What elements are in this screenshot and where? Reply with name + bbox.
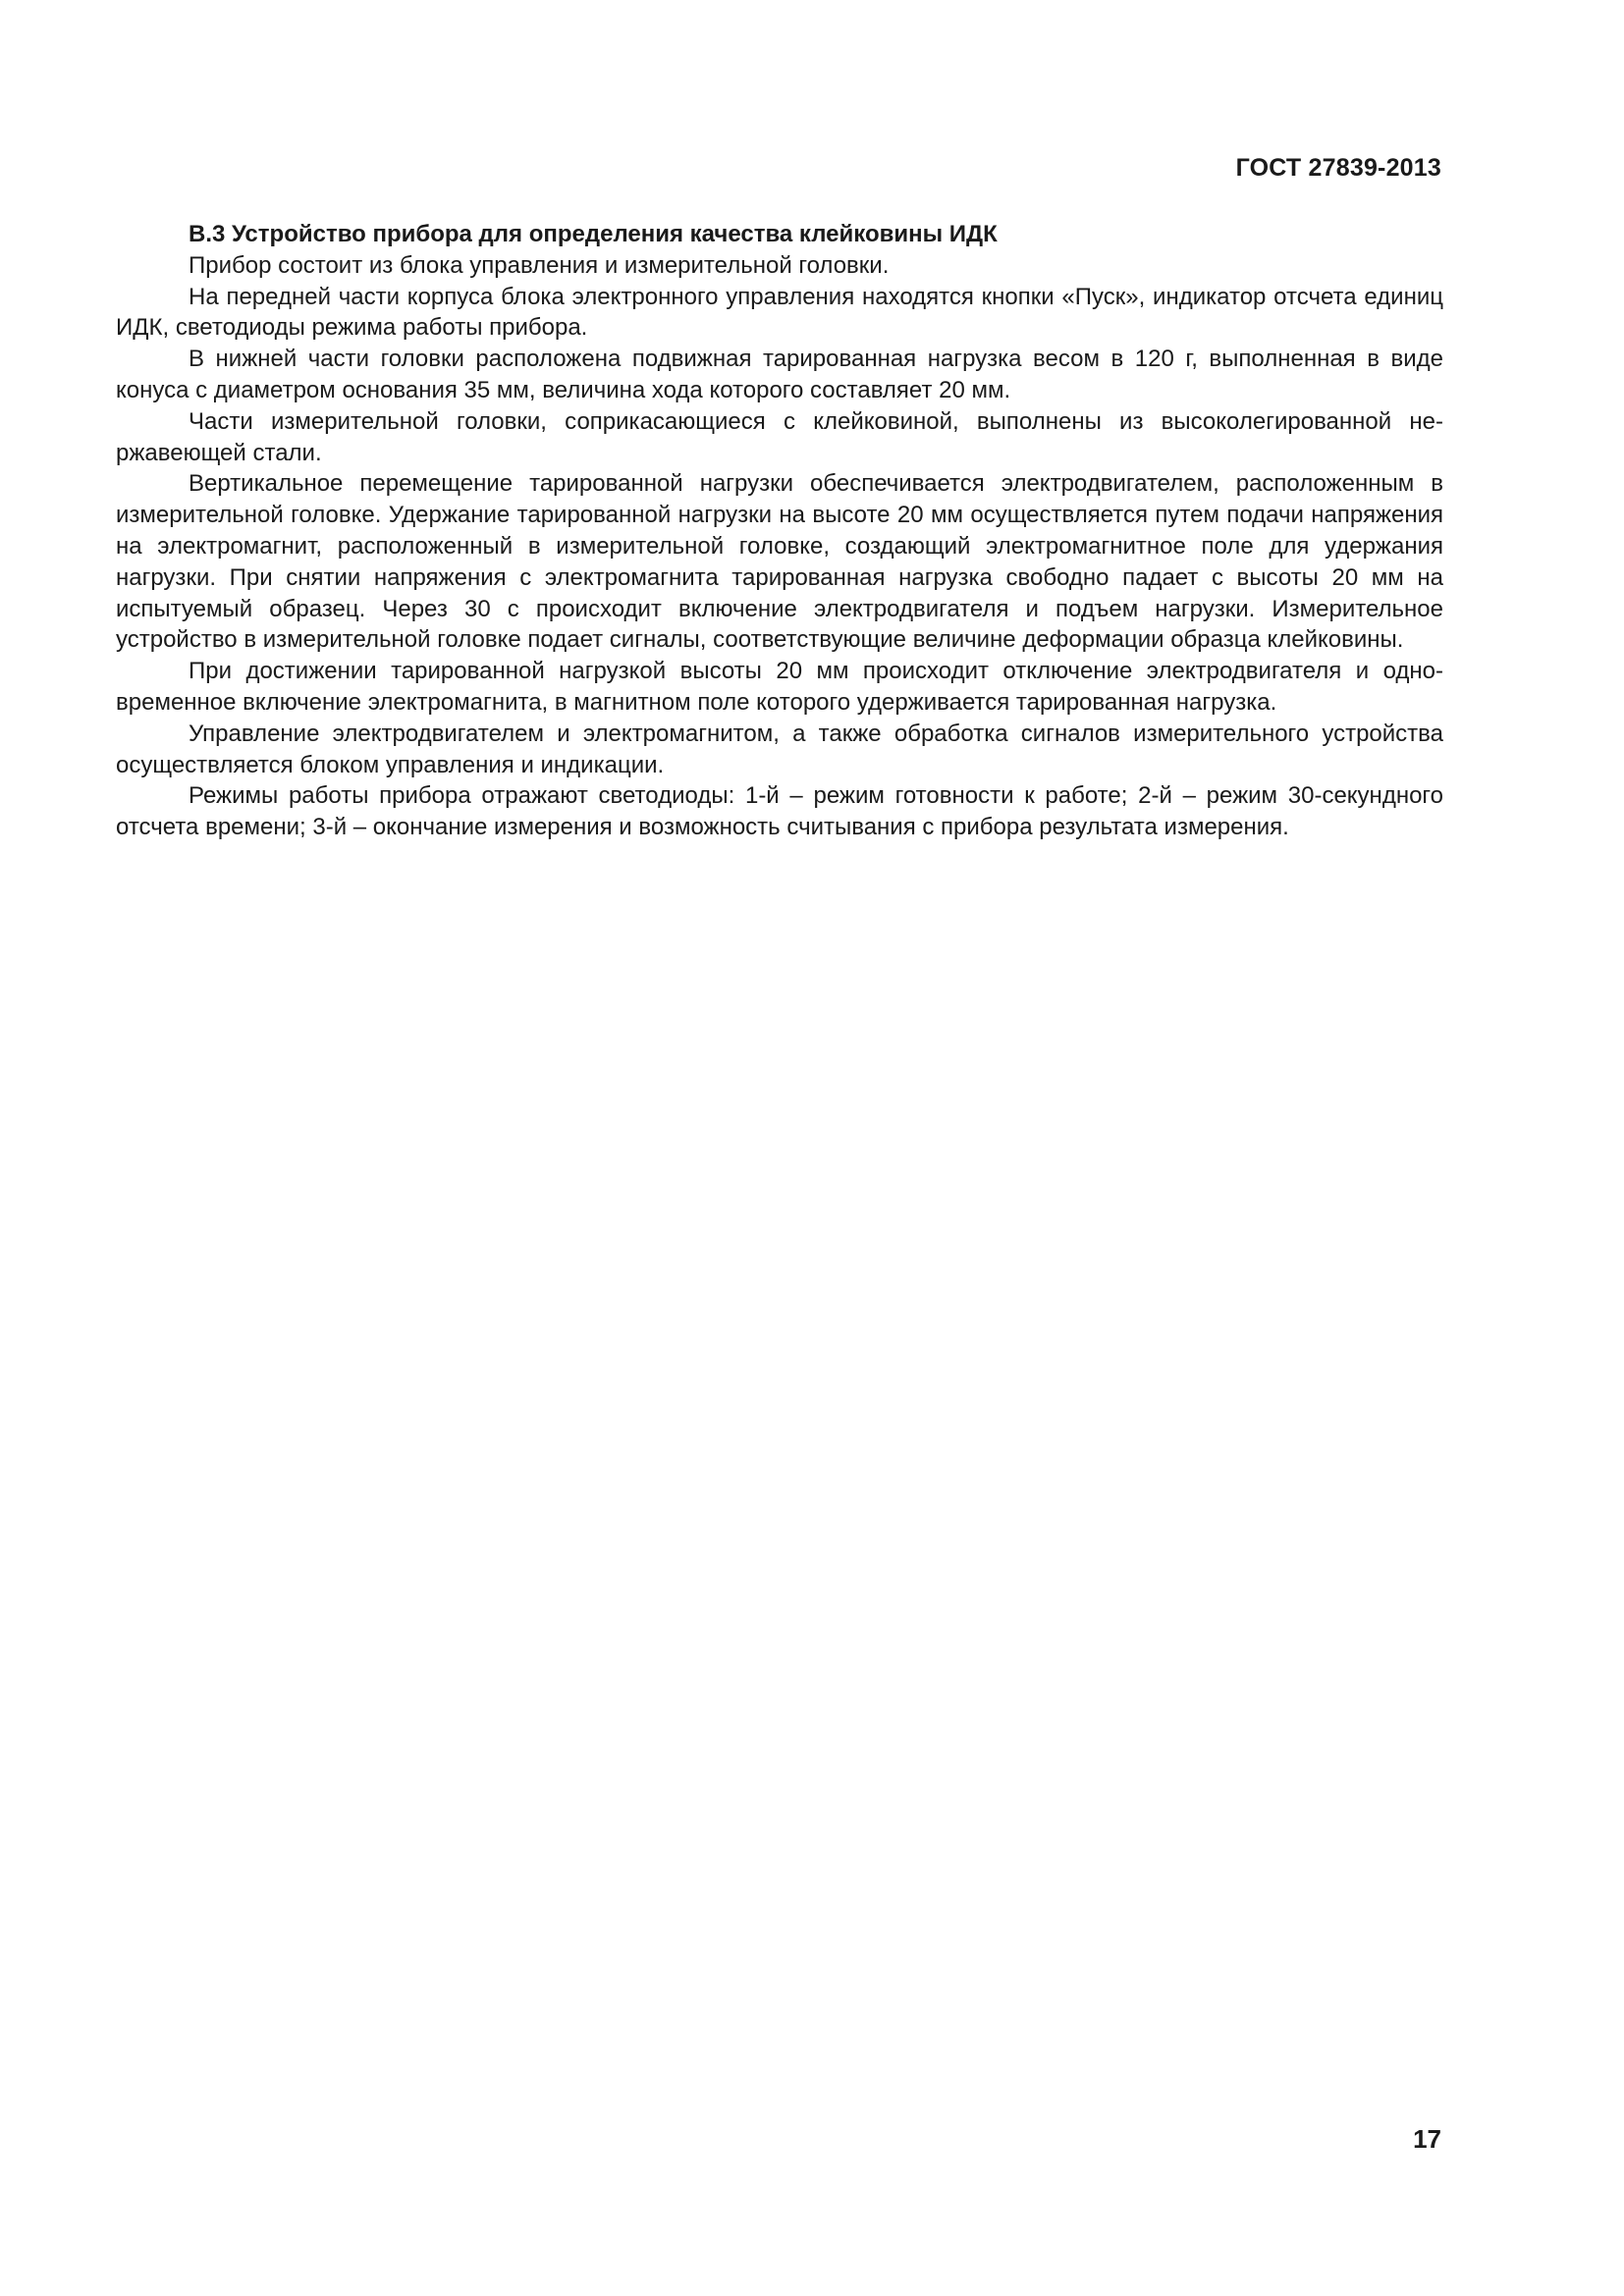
paragraph: На передней части корпуса блока электронного управления находятся кнопки «Пуск», индикатор отсчета единиц ИДК, светодиоды режима работы прибора. bbox=[116, 283, 1443, 342]
paragraph: При достижении тарированной нагрузкой высоты 20 мм происходит отключение электродвигателя и одновременное включение электромагнита, в магнитном поле которого удерживается тарированная нагрузка. bbox=[116, 658, 1443, 716]
document-body bbox=[116, 219, 1443, 843]
paragraph: Прибор состоит из блока управления и измерительной головки. bbox=[189, 251, 890, 279]
section-title: В.3 Устройство прибора для определения качества клейковины ИДК bbox=[189, 221, 998, 247]
paragraph: Управление электродвигателем и электромагнитом, а также обработка сигналов измерительного устройства осуществляется блоком управления и индикации. bbox=[116, 720, 1443, 778]
paragraph: В нижней части головки расположена подвижная тарированная нагрузка весом в 120 г, выполненная в виде конуса с диаметром основания 35 мм, величина хода которого составляет 20 мм. bbox=[116, 346, 1443, 403]
paragraph: Части измерительной головки, соприкасающиеся с клейковиной, выполнены из высоколегированной нержавеющей стали. bbox=[116, 407, 1443, 466]
paragraph: Режимы работы прибора отражают светодиоды: 1-й – режим готовности к работе; 2-й – режим 30-секундного отсчета времени; 3-й – окончание измерения и возможность считывания с прибора результата измерения. bbox=[116, 782, 1443, 841]
document-code: ГОСТ 27839-2013 bbox=[1235, 154, 1441, 182]
page-number: 17 bbox=[1413, 2124, 1441, 2154]
paragraph: Вертикальное перемещение тарированной нагрузки обеспечивается электродвигателем, расположенным в измерительной головке. Удержание тарированной нагрузки на высоте 20 мм осуществляется путем подачи напряжения на электромагнит, расположенный в измерительной головке, создающий электромагнитное поле для удержания нагрузки. При снятии напряжения с электромагнита тарированная нагрузка свободно падает с высоты 20 мм на испытуемый образец. Через 30 с происходит включение электродвигателя и подъем нагрузки. Измерительное устройство в измерительной головке подает сигналы, соответствующие величине деформации образца клейковины. bbox=[116, 470, 1443, 654]
